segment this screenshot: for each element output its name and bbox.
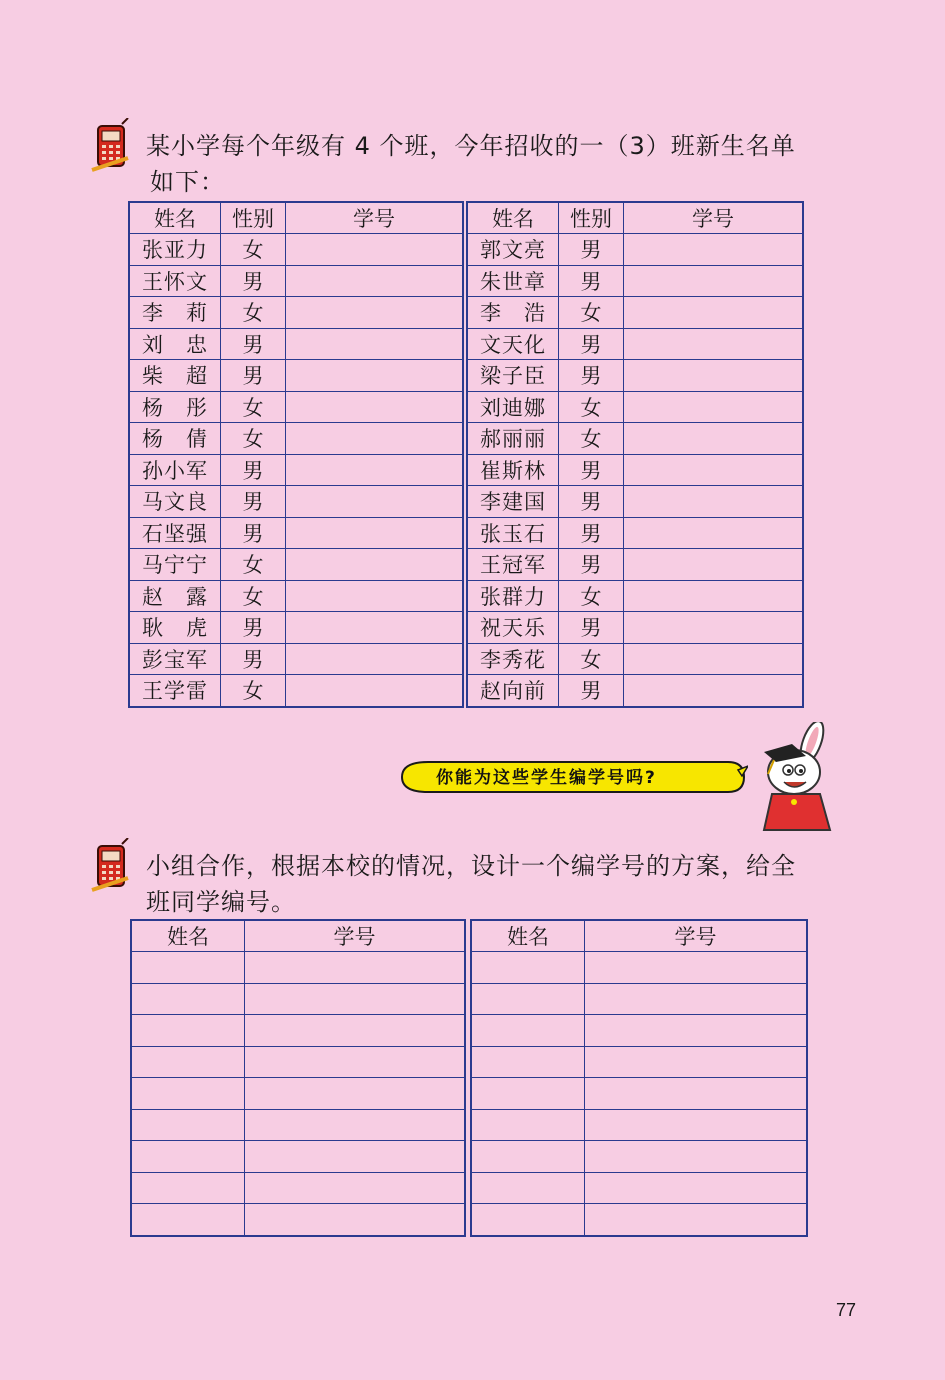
table-row (129, 580, 463, 612)
student-id-cell[interactable] (624, 265, 804, 297)
student-sex: 男 (221, 643, 286, 675)
id-cell[interactable] (585, 1015, 808, 1047)
id-cell[interactable] (245, 1078, 466, 1110)
student-name: 郝丽丽 (467, 423, 559, 455)
task-line-2: 班同学编号。 (146, 888, 296, 916)
table-row (467, 486, 803, 518)
table-row (467, 423, 803, 455)
student-sex: 女 (559, 297, 624, 329)
header-name: 姓名 (471, 920, 585, 952)
table-row (131, 983, 465, 1015)
id-cell[interactable] (245, 983, 466, 1015)
id-cell[interactable] (585, 952, 808, 984)
header-id: 学号 (286, 202, 464, 234)
student-id-cell[interactable] (286, 454, 464, 486)
table-row (471, 952, 807, 984)
student-id-cell[interactable] (624, 675, 804, 707)
id-cell[interactable] (245, 1204, 466, 1236)
table-row (467, 643, 803, 675)
intro-line-2: 如下： (150, 168, 225, 196)
name-cell[interactable] (131, 1109, 245, 1141)
student-name: 王怀文 (129, 265, 221, 297)
task-line-1: 小组合作，根据本校的情况，设计一个编学号的方案，给全 (146, 852, 796, 880)
table-row (467, 580, 803, 612)
student-sex: 女 (221, 549, 286, 581)
id-cell[interactable] (585, 1172, 808, 1204)
table-row (467, 391, 803, 423)
id-cell[interactable] (245, 1172, 466, 1204)
name-cell[interactable] (131, 1172, 245, 1204)
table-row (129, 423, 463, 455)
roster-table-right (466, 201, 804, 708)
student-name: 杨 倩 (129, 423, 221, 455)
student-sex: 男 (559, 612, 624, 644)
student-id-cell[interactable] (624, 423, 804, 455)
student-name: 王学雷 (129, 675, 221, 707)
student-name: 李 莉 (129, 297, 221, 329)
student-sex: 男 (559, 517, 624, 549)
student-sex: 男 (559, 454, 624, 486)
table-row (131, 1078, 465, 1110)
student-name: 祝天乐 (467, 612, 559, 644)
id-cell[interactable] (585, 1046, 808, 1078)
name-cell[interactable] (131, 1141, 245, 1173)
header-id: 学号 (585, 920, 808, 952)
name-cell[interactable] (131, 1046, 245, 1078)
student-name: 石坚强 (129, 517, 221, 549)
name-cell[interactable] (471, 1204, 585, 1236)
table-row (129, 612, 463, 644)
header-name: 姓名 (467, 202, 559, 234)
student-sex: 男 (221, 517, 286, 549)
student-sex: 男 (221, 612, 286, 644)
student-sex: 女 (221, 297, 286, 329)
phone-pencil-icon (88, 118, 136, 174)
name-cell[interactable] (131, 1204, 245, 1236)
student-id-cell[interactable] (624, 549, 804, 581)
student-sex: 男 (559, 265, 624, 297)
blank-table-left (130, 919, 466, 1237)
student-name: 李 浩 (467, 297, 559, 329)
header-id: 学号 (624, 202, 804, 234)
name-cell[interactable] (471, 1109, 585, 1141)
table-row (467, 517, 803, 549)
student-id-cell[interactable] (286, 265, 464, 297)
table-row (471, 1046, 807, 1078)
student-id-cell[interactable] (286, 391, 464, 423)
table-row (467, 297, 803, 329)
student-name: 杨 彤 (129, 391, 221, 423)
student-sex: 男 (221, 328, 286, 360)
student-id-cell[interactable] (286, 423, 464, 455)
student-id-cell[interactable] (624, 643, 804, 675)
id-cell[interactable] (585, 983, 808, 1015)
student-name: 耿 虎 (129, 612, 221, 644)
student-name: 柴 超 (129, 360, 221, 392)
table-row (471, 1078, 807, 1110)
student-id-cell[interactable] (624, 328, 804, 360)
student-sex: 男 (221, 360, 286, 392)
header-sex: 性别 (559, 202, 624, 234)
table-row (471, 983, 807, 1015)
student-name: 赵向前 (467, 675, 559, 707)
student-name: 马文良 (129, 486, 221, 518)
table-row (129, 391, 463, 423)
roster-table-left (128, 201, 464, 708)
table-row (131, 1109, 465, 1141)
table-row (467, 265, 803, 297)
table-row (129, 675, 463, 707)
student-name: 郭文亮 (467, 234, 559, 266)
student-id-cell[interactable] (624, 486, 804, 518)
header-id: 学号 (245, 920, 466, 952)
name-cell[interactable] (471, 1172, 585, 1204)
student-sex: 女 (221, 580, 286, 612)
table-row (129, 328, 463, 360)
student-name: 赵 露 (129, 580, 221, 612)
student-id-cell[interactable] (624, 454, 804, 486)
table-row (467, 234, 803, 266)
name-cell[interactable] (471, 1141, 585, 1173)
student-id-cell[interactable] (286, 297, 464, 329)
table-row (131, 1172, 465, 1204)
rabbit-mascot-icon (750, 722, 846, 834)
student-id-cell[interactable] (286, 612, 464, 644)
student-sex: 女 (559, 580, 624, 612)
name-cell[interactable] (131, 952, 245, 984)
student-id-cell[interactable] (286, 360, 464, 392)
student-name: 王冠军 (467, 549, 559, 581)
table-row (471, 1204, 807, 1236)
student-id-cell[interactable] (286, 486, 464, 518)
student-id-cell[interactable] (624, 360, 804, 392)
student-id-cell[interactable] (286, 580, 464, 612)
student-name: 刘迪娜 (467, 391, 559, 423)
table-row (467, 675, 803, 707)
table-row (131, 1046, 465, 1078)
page-number: 77 (836, 1300, 857, 1320)
table-row (129, 549, 463, 581)
student-sex: 男 (221, 454, 286, 486)
table-row (467, 360, 803, 392)
student-id-cell[interactable] (286, 328, 464, 360)
table-row (129, 297, 463, 329)
student-sex: 女 (221, 675, 286, 707)
student-sex: 女 (221, 423, 286, 455)
student-name: 张玉石 (467, 517, 559, 549)
student-sex: 男 (559, 328, 624, 360)
student-sex: 女 (221, 391, 286, 423)
table-row (131, 1204, 465, 1236)
blank-table-right (470, 919, 808, 1237)
table-row (467, 328, 803, 360)
table-row (467, 612, 803, 644)
table-row (471, 1015, 807, 1047)
student-sex: 男 (221, 265, 286, 297)
student-id-cell[interactable] (286, 643, 464, 675)
student-id-cell[interactable] (286, 549, 464, 581)
student-id-cell[interactable] (624, 580, 804, 612)
student-sex: 男 (559, 360, 624, 392)
name-cell[interactable] (131, 983, 245, 1015)
table-row (471, 1172, 807, 1204)
table-row (467, 549, 803, 581)
name-cell[interactable] (471, 1015, 585, 1047)
name-cell[interactable] (131, 1078, 245, 1110)
task-paragraph (146, 848, 846, 920)
student-id-cell[interactable] (624, 234, 804, 266)
table-row (129, 234, 463, 266)
student-sex: 男 (559, 549, 624, 581)
student-name: 梁子臣 (467, 360, 559, 392)
student-sex: 男 (221, 486, 286, 518)
id-cell[interactable] (245, 1046, 466, 1078)
student-id-cell[interactable] (286, 517, 464, 549)
student-name: 孙小军 (129, 454, 221, 486)
student-id-cell[interactable] (624, 391, 804, 423)
student-sex: 男 (559, 486, 624, 518)
student-id-cell[interactable] (286, 234, 464, 266)
name-cell[interactable] (131, 1015, 245, 1047)
table-row (471, 1109, 807, 1141)
phone-pencil-icon (88, 838, 136, 894)
student-sex: 男 (559, 675, 624, 707)
table-row (129, 517, 463, 549)
student-id-cell[interactable] (624, 297, 804, 329)
student-name: 马宁宁 (129, 549, 221, 581)
id-cell[interactable] (585, 1204, 808, 1236)
student-id-cell[interactable] (624, 517, 804, 549)
student-id-cell[interactable] (286, 675, 464, 707)
student-sex: 女 (559, 643, 624, 675)
student-name: 崔斯林 (467, 454, 559, 486)
id-cell[interactable] (245, 1141, 466, 1173)
table-row (129, 486, 463, 518)
table-row (131, 1141, 465, 1173)
name-cell[interactable] (471, 1046, 585, 1078)
table-row (131, 952, 465, 984)
student-name: 朱世章 (467, 265, 559, 297)
student-sex: 女 (559, 391, 624, 423)
student-name: 彭宝军 (129, 643, 221, 675)
id-cell[interactable] (585, 1078, 808, 1110)
id-cell[interactable] (245, 952, 466, 984)
table-row (129, 643, 463, 675)
student-name: 张亚力 (129, 234, 221, 266)
table-row (471, 1141, 807, 1173)
name-cell[interactable] (471, 1078, 585, 1110)
student-sex: 女 (221, 234, 286, 266)
student-name: 文天化 (467, 328, 559, 360)
header-name: 姓名 (129, 202, 221, 234)
name-cell[interactable] (471, 983, 585, 1015)
table-row (129, 454, 463, 486)
header-name: 姓名 (131, 920, 245, 952)
student-name: 李建国 (467, 486, 559, 518)
bubble-text: 你能为这些学生编学号吗? (436, 768, 657, 788)
intro-line-1: 某小学每个年级有 4 个班，今年招收的一（3）班新生名单 (146, 132, 796, 160)
student-sex: 男 (559, 234, 624, 266)
id-cell[interactable] (245, 1015, 466, 1047)
table-row (131, 1015, 465, 1047)
student-sex: 女 (559, 423, 624, 455)
student-name: 张群力 (467, 580, 559, 612)
student-name: 李秀花 (467, 643, 559, 675)
student-id-cell[interactable] (624, 612, 804, 644)
name-cell[interactable] (471, 952, 585, 984)
table-row (129, 265, 463, 297)
id-cell[interactable] (245, 1109, 466, 1141)
intro-paragraph (146, 128, 846, 200)
table-row (129, 360, 463, 392)
student-name: 刘 忠 (129, 328, 221, 360)
table-row (467, 454, 803, 486)
header-sex: 性别 (221, 202, 286, 234)
id-cell[interactable] (585, 1109, 808, 1141)
id-cell[interactable] (585, 1141, 808, 1173)
